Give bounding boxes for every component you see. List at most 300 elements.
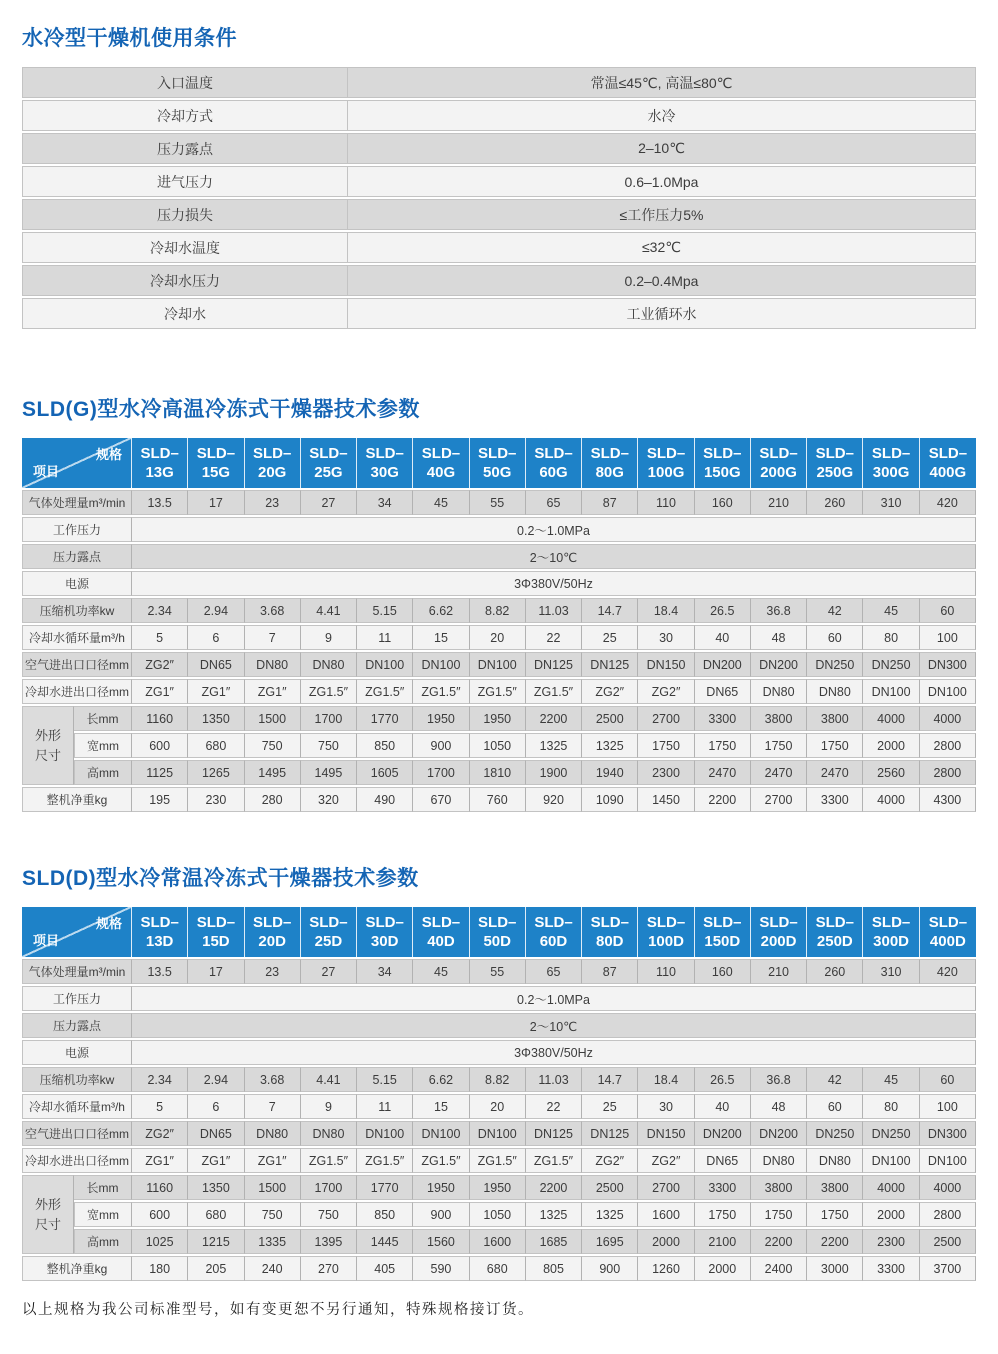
spec-row bbox=[22, 490, 976, 515]
spec-value: DN65 bbox=[695, 679, 751, 704]
model-code: 20G bbox=[257, 464, 287, 481]
spec-value: 18.4 bbox=[638, 1067, 694, 1092]
spec-value: 55 bbox=[470, 490, 526, 515]
spec-value: 36.8 bbox=[751, 598, 807, 623]
spec-row bbox=[22, 544, 976, 569]
spec-value: 2700 bbox=[638, 1175, 694, 1200]
spec-value: 1160 bbox=[132, 706, 188, 731]
spec-value: 1750 bbox=[807, 1202, 863, 1227]
spec-row bbox=[22, 1094, 976, 1119]
corner-spec-label: 规格 bbox=[95, 447, 122, 462]
spec-value: DN100 bbox=[470, 652, 526, 677]
model-prefix: SLD– bbox=[928, 445, 968, 462]
spec-value: 2200 bbox=[695, 787, 751, 812]
spec-row bbox=[22, 1040, 976, 1065]
model-code: 40G bbox=[426, 464, 456, 481]
spec-value: DN100 bbox=[357, 1121, 413, 1146]
row-label: 高mm bbox=[74, 760, 132, 785]
spec-value: 27 bbox=[301, 490, 357, 515]
spec-value: 2800 bbox=[920, 1202, 976, 1227]
spec-value: ZG2″ bbox=[638, 679, 694, 704]
model-header bbox=[132, 438, 188, 488]
row-label: 冷却水循环量m³/h bbox=[22, 1094, 132, 1119]
spec-value: DN100 bbox=[470, 1121, 526, 1146]
model-header bbox=[863, 438, 919, 488]
spec-value: 4000 bbox=[920, 1175, 976, 1200]
spec-value: 1750 bbox=[807, 733, 863, 758]
spec-value: 310 bbox=[863, 959, 919, 984]
spec-value: 2200 bbox=[526, 1175, 582, 1200]
model-code: 60D bbox=[539, 933, 568, 950]
spec-value: 3000 bbox=[807, 1256, 863, 1281]
spec-value: 3800 bbox=[807, 1175, 863, 1200]
spec-value: 14.7 bbox=[582, 1067, 638, 1092]
model-header bbox=[807, 438, 863, 488]
spec-span-value: 2～10℃ bbox=[132, 544, 976, 569]
spec-value: DN80 bbox=[807, 1148, 863, 1173]
spec-value: 2200 bbox=[751, 1229, 807, 1254]
spec-value: 1125 bbox=[132, 760, 188, 785]
spec-value: 7 bbox=[245, 1094, 301, 1119]
spec-value: 900 bbox=[413, 733, 469, 758]
spec-value: 1450 bbox=[638, 787, 694, 812]
model-code: 150G bbox=[703, 464, 741, 481]
spec-value: 3800 bbox=[751, 706, 807, 731]
model-code: 250G bbox=[816, 464, 854, 481]
spec-value: 2800 bbox=[920, 733, 976, 758]
spec-value: 22 bbox=[526, 1094, 582, 1119]
dimension-group-line: 尺寸 bbox=[34, 747, 61, 763]
spec-value: 18.4 bbox=[638, 598, 694, 623]
model-prefix: SLD– bbox=[703, 445, 742, 462]
spec-span-value: 3Φ380V/50Hz bbox=[132, 1040, 976, 1065]
spec-value: ZG1.5″ bbox=[413, 1148, 469, 1173]
spec-value: DN100 bbox=[920, 679, 976, 704]
spec-value: 42 bbox=[807, 1067, 863, 1092]
spec-value: 45 bbox=[413, 959, 469, 984]
model-prefix: SLD– bbox=[309, 914, 348, 931]
model-code: 200D bbox=[760, 933, 797, 950]
spec-value: 22 bbox=[526, 625, 582, 650]
condition-row bbox=[22, 100, 976, 131]
model-header bbox=[357, 438, 413, 488]
spec-value: 420 bbox=[920, 959, 976, 984]
condition-row bbox=[22, 67, 976, 98]
spec-value: 100 bbox=[920, 1094, 976, 1119]
spec-value: 4000 bbox=[863, 1175, 919, 1200]
model-header bbox=[526, 907, 582, 957]
spec-value: 210 bbox=[751, 490, 807, 515]
spec-value: DN100 bbox=[920, 1148, 976, 1173]
condition-row bbox=[22, 298, 976, 329]
spec-value: 420 bbox=[920, 490, 976, 515]
spec-value: 2.94 bbox=[188, 1067, 244, 1092]
model-code: 400D bbox=[929, 933, 966, 950]
model-header bbox=[413, 907, 469, 957]
spec-value: 25 bbox=[582, 1094, 638, 1119]
spec-value: 3800 bbox=[751, 1175, 807, 1200]
spec-row bbox=[22, 1202, 976, 1227]
spec-value: 2700 bbox=[638, 706, 694, 731]
spec-value: 1495 bbox=[245, 760, 301, 785]
model-code: 150D bbox=[704, 933, 741, 950]
spec-value: 2100 bbox=[695, 1229, 751, 1254]
spec-row bbox=[22, 1013, 976, 1038]
spec-value: DN100 bbox=[413, 1121, 469, 1146]
spec-row bbox=[22, 706, 976, 731]
spec-value: ZG1″ bbox=[188, 679, 244, 704]
dimension-group-label bbox=[22, 706, 74, 785]
spec-value: 405 bbox=[357, 1256, 413, 1281]
spec-value: DN150 bbox=[638, 1121, 694, 1146]
row-label: 整机净重kg bbox=[22, 787, 132, 812]
model-code: 80G bbox=[595, 464, 624, 481]
model-prefix: SLD– bbox=[646, 914, 686, 931]
row-label: 电源 bbox=[22, 571, 132, 596]
spec-value: 2000 bbox=[695, 1256, 751, 1281]
row-label: 气体处理量m³/min bbox=[22, 959, 132, 984]
spec-value: 6.62 bbox=[413, 598, 469, 623]
spec-value: ZG1.5″ bbox=[526, 1148, 582, 1173]
model-prefix: SLD– bbox=[252, 914, 292, 931]
corner-spec-label: 规格 bbox=[95, 916, 122, 931]
model-code: 50D bbox=[483, 933, 511, 950]
spec-value: 1325 bbox=[526, 1202, 582, 1227]
model-header bbox=[188, 907, 244, 957]
model-header bbox=[245, 438, 301, 488]
spec-value: 110 bbox=[638, 959, 694, 984]
model-prefix: SLD– bbox=[478, 914, 517, 931]
dimension-group-line: 尺寸 bbox=[34, 1216, 61, 1232]
spec-value: 760 bbox=[470, 787, 526, 812]
footer-note: 以上规格为我公司标准型号，如有变更恕不另行通知，特殊规格接订货。 bbox=[22, 1302, 534, 1318]
spec-value: 9 bbox=[301, 625, 357, 650]
spec-value: 2500 bbox=[582, 1175, 638, 1200]
spec-value: 1350 bbox=[188, 1175, 244, 1200]
spec-value: DN250 bbox=[863, 1121, 919, 1146]
spec-value: 1215 bbox=[188, 1229, 244, 1254]
condition-label: 冷却方式 bbox=[22, 100, 348, 131]
spec-value: DN100 bbox=[357, 652, 413, 677]
spec-value: 1325 bbox=[526, 733, 582, 758]
spec-value: ZG2″ bbox=[638, 1148, 694, 1173]
model-header bbox=[695, 907, 751, 957]
spec-value: 34 bbox=[357, 959, 413, 984]
spec-row bbox=[22, 733, 976, 758]
spec-value: 750 bbox=[301, 733, 357, 758]
spec-value: DN250 bbox=[807, 652, 863, 677]
model-code: 30G bbox=[370, 464, 399, 481]
spec-value: 6 bbox=[188, 625, 244, 650]
spec-value: 7 bbox=[245, 625, 301, 650]
model-code: 40D bbox=[427, 933, 455, 950]
spec-row bbox=[22, 1148, 976, 1173]
spec-value: 210 bbox=[751, 959, 807, 984]
spec-value: DN65 bbox=[188, 652, 244, 677]
model-header bbox=[920, 907, 976, 957]
model-header bbox=[357, 907, 413, 957]
condition-row bbox=[22, 133, 976, 164]
spec-value: 40 bbox=[695, 625, 751, 650]
spec-value: ZG2″ bbox=[132, 652, 188, 677]
spec-value: 260 bbox=[807, 959, 863, 984]
model-code: 25G bbox=[314, 464, 343, 481]
spec-value: 1395 bbox=[301, 1229, 357, 1254]
model-code: 30D bbox=[370, 933, 399, 950]
corner-spec-item-cell bbox=[22, 907, 132, 957]
model-prefix: SLD– bbox=[309, 445, 348, 462]
spec-value: 1325 bbox=[582, 733, 638, 758]
model-prefix: SLD– bbox=[196, 914, 236, 931]
spec-value: 48 bbox=[751, 625, 807, 650]
spec-value: 2300 bbox=[863, 1229, 919, 1254]
spec-value: 5 bbox=[132, 625, 188, 650]
spec-value: 1750 bbox=[751, 733, 807, 758]
spec-value: DN80 bbox=[751, 679, 807, 704]
condition-label: 冷却水 bbox=[22, 298, 348, 329]
spec-row bbox=[22, 1229, 976, 1254]
spec-value: 4000 bbox=[920, 706, 976, 731]
spec-value: 11 bbox=[357, 1094, 413, 1119]
spec-row bbox=[22, 959, 976, 984]
spec-header-row bbox=[22, 907, 976, 957]
spec-value: 1810 bbox=[470, 760, 526, 785]
spec-value: ZG1.5″ bbox=[470, 1148, 526, 1173]
spec-value: 45 bbox=[863, 598, 919, 623]
spec-value: 1695 bbox=[582, 1229, 638, 1254]
spec-value: DN65 bbox=[695, 1148, 751, 1173]
spec-value: 1770 bbox=[357, 706, 413, 731]
spec-value: 48 bbox=[751, 1094, 807, 1119]
spec-value: 280 bbox=[245, 787, 301, 812]
spec-value: 1750 bbox=[638, 733, 694, 758]
spec-value: 45 bbox=[863, 1067, 919, 1092]
spec-value: 2200 bbox=[807, 1229, 863, 1254]
spec-row bbox=[22, 1256, 976, 1281]
model-code: 300D bbox=[873, 933, 910, 950]
spec-row bbox=[22, 517, 976, 542]
spec-value: 2470 bbox=[751, 760, 807, 785]
spec-value: 6 bbox=[188, 1094, 244, 1119]
spec-row bbox=[22, 1121, 976, 1146]
spec-value: 3700 bbox=[920, 1256, 976, 1281]
model-prefix: SLD– bbox=[421, 445, 461, 462]
spec-span-value: 3Φ380V/50Hz bbox=[132, 571, 976, 596]
spec-value: ZG1.5″ bbox=[470, 679, 526, 704]
spec-value: 3.68 bbox=[245, 598, 301, 623]
condition-value: ≤工作压力5% bbox=[348, 199, 976, 230]
spec-value: DN250 bbox=[863, 652, 919, 677]
spec-value: 750 bbox=[245, 1202, 301, 1227]
spec-value: 900 bbox=[582, 1256, 638, 1281]
model-prefix: SLD– bbox=[590, 914, 629, 931]
corner-item-label: 项目 bbox=[33, 933, 60, 948]
spec-value: 1495 bbox=[301, 760, 357, 785]
conditions-table bbox=[22, 65, 976, 331]
d-series-spec-table bbox=[22, 905, 976, 1283]
spec-value: 9 bbox=[301, 1094, 357, 1119]
model-code: 80D bbox=[595, 933, 624, 950]
spec-value: 1090 bbox=[582, 787, 638, 812]
spec-value: 87 bbox=[582, 959, 638, 984]
spec-value: ZG2″ bbox=[582, 679, 638, 704]
model-code: 100D bbox=[648, 933, 684, 950]
spec-value: 1700 bbox=[413, 760, 469, 785]
spec-value: DN80 bbox=[245, 652, 301, 677]
spec-value: 60 bbox=[807, 1094, 863, 1119]
spec-value: 30 bbox=[638, 625, 694, 650]
spec-value: 3.68 bbox=[245, 1067, 301, 1092]
spec-row bbox=[22, 571, 976, 596]
spec-value: 1500 bbox=[245, 1175, 301, 1200]
spec-row bbox=[22, 760, 976, 785]
model-prefix: SLD– bbox=[815, 445, 854, 462]
model-prefix: SLD– bbox=[759, 914, 798, 931]
condition-row bbox=[22, 166, 976, 197]
row-label: 压力露点 bbox=[22, 544, 132, 569]
spec-value: 26.5 bbox=[695, 1067, 751, 1092]
spec-value: 1445 bbox=[357, 1229, 413, 1254]
model-prefix: SLD– bbox=[140, 445, 179, 462]
spec-value: ZG1″ bbox=[245, 1148, 301, 1173]
spec-value: 1600 bbox=[470, 1229, 526, 1254]
spec-value: 670 bbox=[413, 787, 469, 812]
spec-value: 240 bbox=[245, 1256, 301, 1281]
row-label: 压缩机功率kw bbox=[22, 598, 132, 623]
condition-label: 压力损失 bbox=[22, 199, 348, 230]
spec-value: ZG2″ bbox=[132, 1121, 188, 1146]
model-prefix: SLD– bbox=[759, 445, 798, 462]
spec-value: ZG2″ bbox=[582, 1148, 638, 1173]
condition-label: 压力露点 bbox=[22, 133, 348, 164]
spec-value: 15 bbox=[413, 1094, 469, 1119]
spec-value: 1335 bbox=[245, 1229, 301, 1254]
spec-value: 3300 bbox=[807, 787, 863, 812]
model-header bbox=[301, 438, 357, 488]
spec-row bbox=[22, 679, 976, 704]
spec-value: 2400 bbox=[751, 1256, 807, 1281]
spec-value: 2470 bbox=[807, 760, 863, 785]
model-prefix: SLD– bbox=[703, 914, 742, 931]
spec-value: ZG1.5″ bbox=[301, 679, 357, 704]
model-header bbox=[132, 907, 188, 957]
spec-value: DN200 bbox=[751, 1121, 807, 1146]
spec-value: 23 bbox=[245, 490, 301, 515]
model-prefix: SLD– bbox=[815, 914, 854, 931]
spec-value: ZG1.5″ bbox=[301, 1148, 357, 1173]
model-code: 15G bbox=[201, 464, 231, 481]
row-label: 空气进出口口径mm bbox=[22, 652, 132, 677]
condition-value: 常温≤45℃, 高温≤80℃ bbox=[348, 67, 976, 98]
spec-value: 230 bbox=[188, 787, 244, 812]
row-label: 宽mm bbox=[74, 1202, 132, 1227]
spec-value: 1025 bbox=[132, 1229, 188, 1254]
spec-value: 8.82 bbox=[470, 598, 526, 623]
spec-value: 8.82 bbox=[470, 1067, 526, 1092]
model-header bbox=[470, 438, 526, 488]
spec-value: 750 bbox=[245, 733, 301, 758]
g-series-title: SLD(G)型水冷高温冷冻式干燥器技术参数 bbox=[22, 398, 420, 421]
spec-value: 60 bbox=[920, 598, 976, 623]
spec-value: 680 bbox=[188, 1202, 244, 1227]
model-header bbox=[807, 907, 863, 957]
spec-value: DN125 bbox=[582, 1121, 638, 1146]
spec-value: 2700 bbox=[751, 787, 807, 812]
spec-value: 2.94 bbox=[188, 598, 244, 623]
spec-value: 600 bbox=[132, 733, 188, 758]
spec-value: 850 bbox=[357, 733, 413, 758]
model-header bbox=[526, 438, 582, 488]
model-header bbox=[863, 907, 919, 957]
spec-value: 900 bbox=[413, 1202, 469, 1227]
spec-value: ZG1″ bbox=[132, 679, 188, 704]
spec-value: DN100 bbox=[413, 652, 469, 677]
d-series-title: SLD(D)型水冷常温冷冻式干燥器技术参数 bbox=[22, 867, 419, 890]
row-label: 高mm bbox=[74, 1229, 132, 1254]
spec-value: 11 bbox=[357, 625, 413, 650]
spec-value: 1950 bbox=[470, 1175, 526, 1200]
spec-value: 1750 bbox=[751, 1202, 807, 1227]
spec-value: 65 bbox=[526, 959, 582, 984]
spec-value: DN125 bbox=[526, 652, 582, 677]
condition-value: 工业循环水 bbox=[348, 298, 976, 329]
spec-value: 2200 bbox=[526, 706, 582, 731]
model-prefix: SLD– bbox=[478, 445, 517, 462]
spec-value: 1770 bbox=[357, 1175, 413, 1200]
spec-value: 1050 bbox=[470, 1202, 526, 1227]
row-label: 宽mm bbox=[74, 733, 132, 758]
spec-row bbox=[22, 625, 976, 650]
spec-value: ZG1″ bbox=[132, 1148, 188, 1173]
spec-value: DN200 bbox=[751, 652, 807, 677]
spec-value: 490 bbox=[357, 787, 413, 812]
model-prefix: SLD– bbox=[140, 914, 179, 931]
spec-value: DN65 bbox=[188, 1121, 244, 1146]
spec-value: 5 bbox=[132, 1094, 188, 1119]
spec-value: 100 bbox=[920, 625, 976, 650]
spec-row bbox=[22, 787, 976, 812]
condition-value: ≤32℃ bbox=[348, 232, 976, 263]
spec-row bbox=[22, 986, 976, 1011]
condition-value: 0.2–0.4Mpa bbox=[348, 265, 976, 296]
spec-value: 1750 bbox=[695, 1202, 751, 1227]
row-label: 工作压力 bbox=[22, 517, 132, 542]
spec-value: 60 bbox=[807, 625, 863, 650]
spec-value: 2.34 bbox=[132, 598, 188, 623]
spec-value: 42 bbox=[807, 598, 863, 623]
model-header bbox=[470, 907, 526, 957]
spec-value: 1500 bbox=[245, 706, 301, 731]
condition-value: 2–10℃ bbox=[348, 133, 976, 164]
spec-value: 4300 bbox=[920, 787, 976, 812]
spec-value: 11.03 bbox=[526, 1067, 582, 1092]
spec-value: DN80 bbox=[807, 679, 863, 704]
spec-value: DN250 bbox=[807, 1121, 863, 1146]
spec-value: 1560 bbox=[413, 1229, 469, 1254]
spec-value: 260 bbox=[807, 490, 863, 515]
spec-value: 805 bbox=[526, 1256, 582, 1281]
model-code: 13D bbox=[145, 933, 174, 950]
spec-value: 270 bbox=[301, 1256, 357, 1281]
spec-value: 80 bbox=[863, 625, 919, 650]
spec-value: 205 bbox=[188, 1256, 244, 1281]
spec-value: 45 bbox=[413, 490, 469, 515]
spec-value: 17 bbox=[188, 959, 244, 984]
model-prefix: SLD– bbox=[252, 445, 292, 462]
spec-value: 3800 bbox=[807, 706, 863, 731]
spec-value: 6.62 bbox=[413, 1067, 469, 1092]
spec-value: 4.41 bbox=[301, 1067, 357, 1092]
